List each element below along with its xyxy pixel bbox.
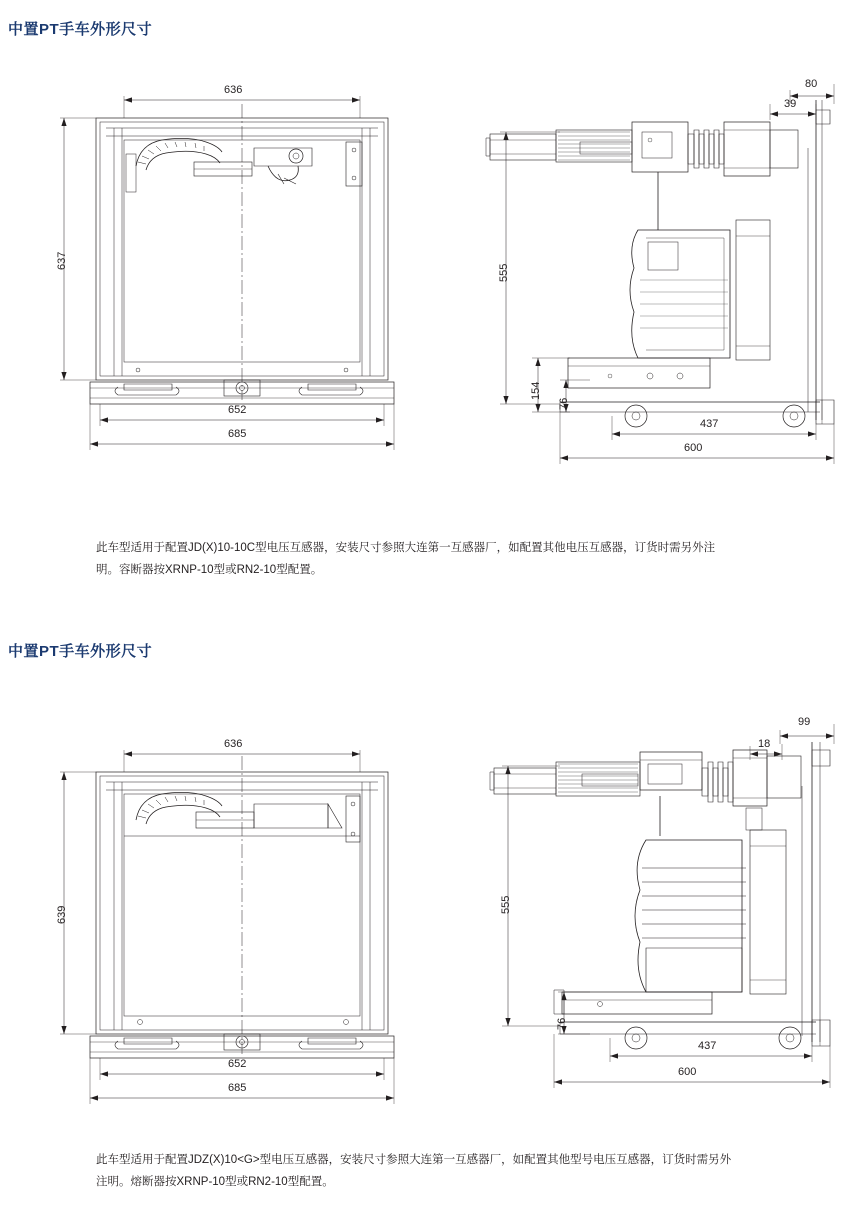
dim-height-left-side-2: 555 — [500, 895, 512, 914]
dim-height-small-2: 76 — [556, 1017, 568, 1030]
side-view-1-drawing — [450, 60, 860, 490]
dim-height-inner-1: 154 — [530, 381, 542, 400]
dim-width-bottom-1: 685 — [228, 428, 247, 440]
dim-width-bottom-side-2: 600 — [678, 1066, 697, 1078]
dim-width-bottom-2: 685 — [228, 1082, 247, 1094]
dim-height-left-2: 639 — [56, 905, 68, 924]
dim-width-mid-side-1: 437 — [700, 418, 719, 430]
dim-width-mid-side-2: 437 — [698, 1040, 717, 1052]
section-note-2: 此车型适用于配置JDZ(X)10<G>型电压互感器，安装尺寸参照大连第一互感器厂，如配置其他型号电压互感器，订货时需另外注明。熔断器按XRNP-10型或RN2-10型配置。 — [96, 1154, 732, 1188]
dim-height-small-1: 76 — [558, 397, 570, 410]
dim-width-bottom-side-1: 600 — [684, 442, 703, 454]
section-title-2: 中置PT手车外形尺寸 — [8, 643, 153, 660]
front-view-2-drawing — [20, 700, 440, 1120]
dim-width-top-2: 636 — [224, 738, 243, 750]
dim-top-right-2-a: 99 — [798, 716, 811, 728]
dim-width-top-1: 636 — [224, 84, 243, 96]
section-title-1: 中置PT手车外形尺寸 — [8, 21, 153, 38]
front-view-1-drawing — [28, 70, 448, 490]
dim-top-right-2-b: 18 — [758, 738, 771, 750]
dim-height-left-side-1: 555 — [498, 263, 510, 282]
dim-height-left-1: 637 — [56, 251, 68, 270]
dim-width-mid-1: 652 — [228, 404, 247, 416]
dim-width-mid-2: 652 — [228, 1058, 247, 1070]
section-note-1: 此车型适用于配置JD(X)10-10C型电压互感器，安装尺寸参照大连第一互感器厂，如配置其他电压互感器，订货时需另外注明。容断器按XRNP-10型或RN2-10型配置。 — [96, 542, 716, 576]
side-view-2-drawing — [450, 690, 860, 1120]
dim-top-right-1-a: 80 — [805, 78, 818, 90]
dim-top-right-1-b: 39 — [784, 98, 797, 110]
